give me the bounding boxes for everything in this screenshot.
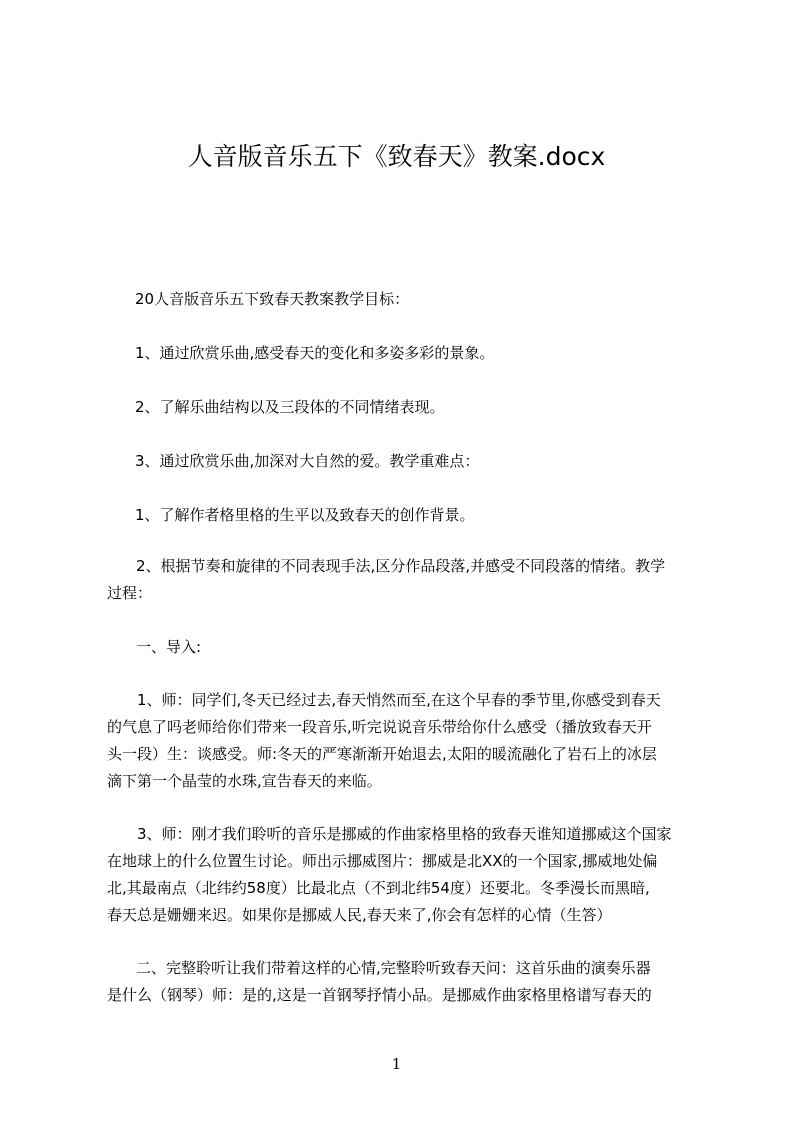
text-line: 过程： <box>107 584 153 602</box>
text-line: 1、了解作者格里格的生平以及致春天的创作背景。 <box>135 506 475 524</box>
text-line: 是什么（钢琴）师：是的,这是一首钢琴抒情小品。是挪威作曲家格里格谱写春天的 <box>107 986 652 1004</box>
text-line: 20人音版音乐五下致春天教案教学目标： <box>135 290 410 308</box>
text-line: 3、师：刚才我们聆听的音乐是挪威的作曲家格里格的致春天谁知道挪威这个国家 <box>137 825 672 843</box>
page-number: 1 <box>391 1055 402 1073</box>
text-line: 1、师：同学们,冬天已经过去,春天悄然而至,在这个早春的季节里,你感受到春天 <box>137 691 661 709</box>
paragraph-objectives-heading <box>135 286 409 313</box>
paragraph-objective-3 <box>135 448 479 475</box>
text-line: 1、通过欣赏乐曲,感受春天的变化和多姿多彩的景象。 <box>135 344 495 362</box>
text-line: 3、通过欣赏乐曲,加深对大自然的爱。教学重难点： <box>135 452 480 470</box>
text-line: 在地球上的什么位置生讨论。师出示挪威图片：挪威是北XX的一个国家,挪威地处偏 <box>107 852 658 870</box>
text-line: 滴下第一个晶莹的水珠,宣告春天的来临。 <box>107 772 382 790</box>
text-line: 头一段）生：谈感受。师:冬天的严寒渐渐开始退去,太阳的暖流融化了岩石上的冰层 <box>107 745 657 763</box>
paragraph-step-1 <box>107 687 661 795</box>
paragraph-key-point-2 <box>107 553 665 607</box>
paragraph-section-listen <box>107 955 652 1009</box>
paragraph-objective-1 <box>135 340 494 367</box>
document-title: 人音版音乐五下《致春天》教案.docx <box>187 142 606 171</box>
paragraph-key-point-1 <box>135 502 475 529</box>
text-line: 的气息了吗老师给你们带来一段音乐,听完说说音乐带给你什么感受（播放致春天开 <box>107 718 652 736</box>
text-line: 2、了解乐曲结构以及三段体的不同情绪表现。 <box>135 398 445 416</box>
text-line: 春天总是姗姗来迟。如果你是挪威人民,春天来了,你会有怎样的心情（生答） <box>107 906 612 924</box>
paragraph-section-intro <box>136 634 201 661</box>
text-line: 2、根据节奏和旋律的不同表现手法,区分作品段落,并感受不同段落的情绪。教学 <box>136 557 666 575</box>
paragraph-step-3 <box>107 821 672 929</box>
text-line: 二、完整聆听让我们带着这样的心情,完整聆听致春天问：这首乐曲的演奏乐器 <box>136 959 651 977</box>
text-line: 一、导入: <box>136 638 202 656</box>
text-line: 北,其最南点（北纬约58度）比最北点（不到北纬54度）还要北。冬季漫长而黑暗, <box>107 879 650 897</box>
paragraph-objective-2 <box>135 394 445 421</box>
